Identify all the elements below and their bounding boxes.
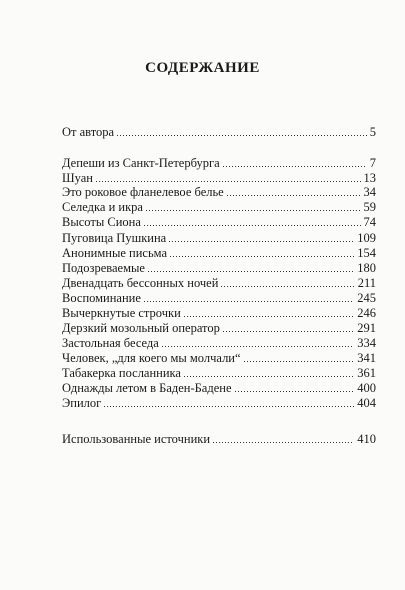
toc-entry[interactable] — [62, 230, 376, 246]
toc-entry-page: 245 — [357, 291, 376, 305]
toc-entry[interactable] — [62, 395, 376, 411]
dot-leader — [234, 383, 355, 393]
toc-entry[interactable] — [62, 380, 376, 396]
toc-entry-title: Высоты Сиона — [62, 215, 141, 229]
toc-entry-page: 154 — [357, 246, 376, 260]
toc-entry-title: Табакерка посланника — [62, 366, 181, 380]
dot-leader — [103, 398, 354, 408]
toc-entry-title: Пуговица Пушкина — [62, 231, 167, 245]
toc-entry-title: Дерзкий мозольный оператор — [62, 321, 220, 335]
toc-entry[interactable] — [62, 305, 376, 321]
toc-entry-title: Однажды летом в Баден-Бадене — [62, 381, 232, 395]
dot-leader — [220, 278, 354, 288]
dot-leader — [183, 368, 354, 378]
toc-entry[interactable] — [62, 214, 376, 230]
toc-entry[interactable] — [62, 155, 376, 171]
toc-entry[interactable] — [62, 260, 376, 276]
toc-entry-title: От автора — [62, 125, 115, 139]
toc-entry-title: Человек, „для коего мы молчали“ — [62, 351, 241, 365]
toc-entry-sources[interactable] — [62, 431, 376, 447]
dot-leader — [145, 202, 361, 212]
dot-leader — [95, 173, 361, 183]
toc-entry-page: 13 — [363, 171, 376, 185]
toc-entry-page: 5 — [369, 125, 376, 139]
toc-entry-from-author[interactable] — [62, 124, 376, 140]
toc-entry[interactable] — [62, 275, 376, 291]
toc-entry-title: Шуан — [62, 171, 93, 185]
toc-entry-title: Воспоминание — [62, 291, 141, 305]
toc-entry[interactable] — [62, 350, 376, 366]
toc-entry-title: Это роковое фланелевое белье — [62, 185, 224, 199]
toc-entry-page: 34 — [363, 185, 376, 199]
dot-leader — [222, 158, 367, 168]
dot-leader — [183, 308, 354, 318]
dot-leader — [212, 434, 354, 444]
dot-leader — [147, 263, 354, 273]
toc-entry[interactable] — [62, 290, 376, 306]
toc-entry-page: 291 — [357, 321, 376, 335]
toc-entry[interactable] — [62, 199, 376, 215]
toc-entry-title: Застольная беседа — [62, 336, 159, 350]
toc-entry-page: 341 — [357, 351, 376, 365]
dot-leader — [143, 217, 361, 227]
toc-entry-title: Эпилог — [62, 396, 102, 410]
dot-leader — [222, 323, 354, 333]
toc-entry-page: 400 — [357, 381, 376, 395]
toc-entry[interactable] — [62, 320, 376, 336]
toc-entry[interactable] — [62, 335, 376, 351]
toc-entry-page: 180 — [357, 261, 376, 275]
dot-leader — [161, 338, 354, 348]
toc-entry-title: Депеши из Санкт-Петербурга — [62, 156, 220, 170]
toc-entry-page: 361 — [357, 366, 376, 380]
toc-entry-title: Двенадцать бессонных ночей — [62, 276, 219, 290]
dot-leader — [143, 293, 354, 303]
toc-entry-title: Анонимные письма — [62, 246, 168, 260]
toc-entry-page: 74 — [363, 215, 376, 229]
toc-entry-title: Подозреваемые — [62, 261, 145, 275]
dot-leader — [226, 187, 361, 197]
toc-entry-title: Вычеркнутые строчки — [62, 306, 181, 320]
toc-entry[interactable] — [62, 184, 376, 200]
toc-entry-page: 59 — [363, 200, 376, 214]
toc-entry-page: 246 — [357, 306, 376, 320]
page-title: СОДЕРЖАНИЕ — [145, 60, 260, 76]
toc-entry[interactable] — [62, 245, 376, 261]
toc-entry-page: 7 — [369, 156, 376, 170]
dot-leader — [243, 353, 355, 363]
toc-entry-page: 410 — [357, 432, 376, 446]
toc-entry[interactable] — [62, 365, 376, 381]
dot-leader — [169, 248, 354, 258]
toc-entry-page: 404 — [357, 396, 376, 410]
toc-entry-page: 211 — [357, 276, 376, 290]
toc-entry-title: Селедка и икра — [62, 200, 143, 214]
toc-entry-page: 334 — [357, 336, 376, 350]
dot-leader — [116, 127, 367, 137]
toc-entry-page: 109 — [357, 231, 376, 245]
dot-leader — [168, 233, 354, 243]
toc-entry-title: Использованные источники — [62, 432, 211, 446]
